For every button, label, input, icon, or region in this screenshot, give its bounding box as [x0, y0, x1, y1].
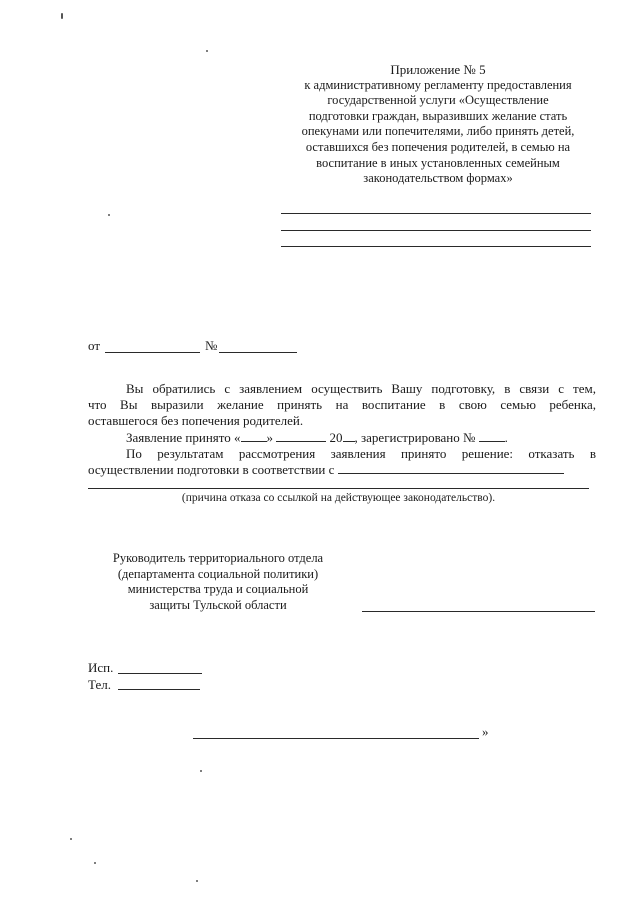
reg-number-blank[interactable] — [479, 430, 505, 442]
appendix-title: Приложение № 5 — [390, 62, 486, 77]
signature-line: министерства труда и социальной — [127, 582, 309, 597]
executor-blank[interactable] — [118, 673, 202, 674]
closing-blank[interactable] — [193, 738, 479, 739]
body-line: По результатам рассмотрения заявления принято решение: отказать в — [126, 445, 596, 461]
scan-speck — [70, 838, 72, 840]
signature-line: защиты Тульской области — [149, 597, 287, 612]
appendix-line: опекунами или попечителями, либо принять детей, — [301, 124, 575, 139]
day-blank[interactable] — [241, 430, 267, 442]
appendix-line: оставшихся без попечения родителей, в семью на — [305, 139, 571, 154]
scan-speck — [108, 214, 110, 216]
signature-line: Руководитель территориального отдела — [112, 551, 324, 565]
scan-speck — [200, 770, 202, 772]
appendix-line: государственной услуги «Осуществление — [327, 93, 549, 108]
appendix-line: законодательством формах» — [363, 171, 513, 186]
signature-blank[interactable] — [362, 611, 595, 612]
from-label: от — [88, 338, 101, 353]
appendix-line: воспитание в иных установленных семейным — [316, 155, 560, 170]
month-blank[interactable] — [276, 430, 326, 442]
scan-speck — [61, 13, 63, 19]
phone-blank[interactable] — [118, 689, 200, 690]
accepted-line: Заявление принято « » 20 , зарегистрировано № . — [126, 429, 508, 445]
number-blank[interactable] — [219, 352, 297, 353]
signature-line: (департамента социальной политики) — [117, 566, 319, 581]
phone-label: Тел. — [88, 677, 111, 692]
reason-caption: (причина отказа со ссылкой на действующее законодательство). — [181, 492, 496, 504]
body-block — [88, 381, 596, 478]
closing-quote: » — [482, 724, 489, 739]
executor-label: Исп. — [88, 660, 114, 675]
body-line: что Вы выразили желание принять на воспитание в свою семью ребенка, — [88, 397, 596, 413]
reason-blank-line[interactable] — [88, 488, 589, 489]
scan-speck — [196, 880, 198, 882]
appendix-line: подготовки граждан, выразивших желание стать — [308, 108, 568, 123]
signature-block — [98, 551, 338, 613]
scan-speck — [94, 862, 96, 864]
addressee-line[interactable] — [281, 230, 591, 231]
body-line: Вы обратились с заявлением осуществить Вашу подготовку, в связи с тем, — [126, 381, 596, 396]
appendix-block — [270, 62, 606, 187]
addressee-line[interactable] — [281, 213, 591, 214]
year-blank[interactable] — [343, 430, 355, 442]
scan-speck — [206, 50, 208, 52]
number-label: № — [205, 338, 218, 353]
body-line: осуществлении подготовки в соответствии с — [88, 462, 596, 478]
body-line: оставшегося без попечения родителей. — [88, 413, 304, 429]
reason-blank[interactable] — [338, 462, 564, 474]
appendix-line: к административному регламенту предоставления — [304, 77, 572, 92]
addressee-line[interactable] — [281, 246, 591, 247]
date-blank[interactable] — [105, 352, 200, 353]
